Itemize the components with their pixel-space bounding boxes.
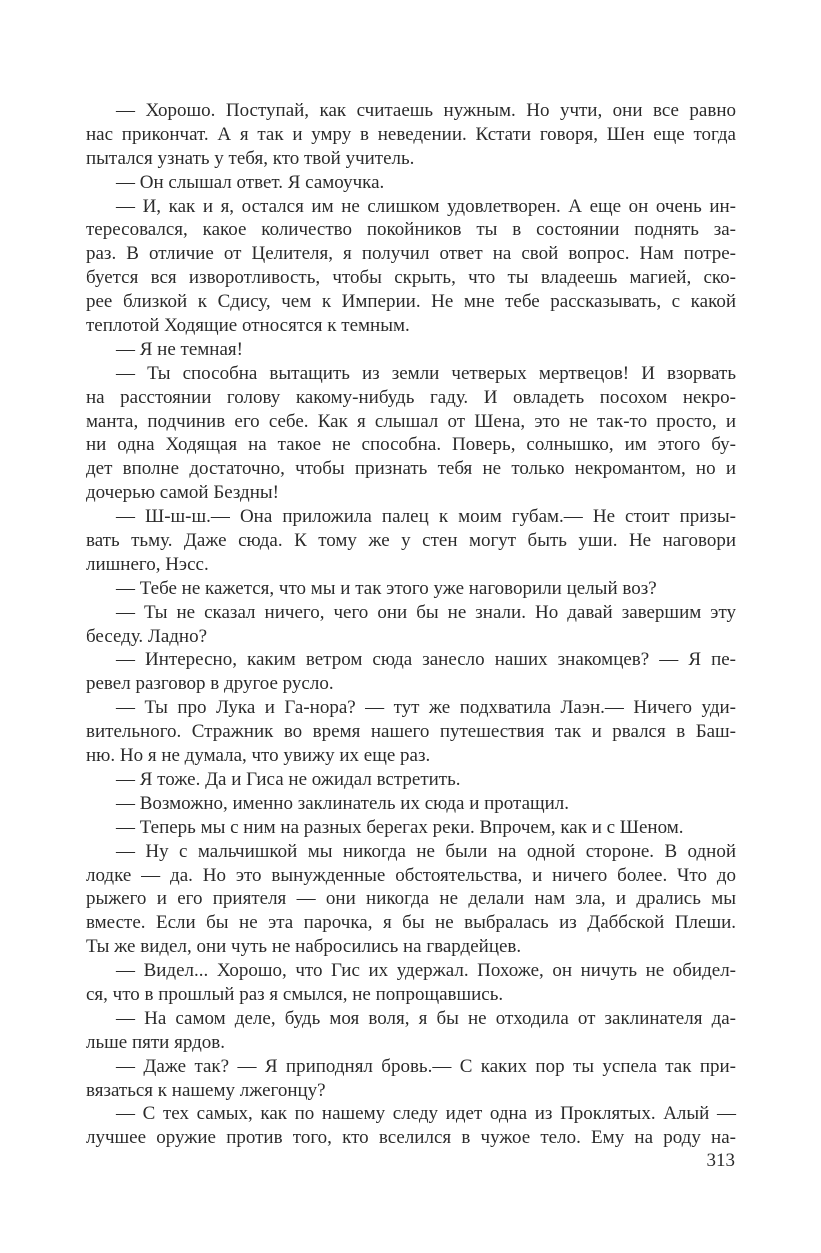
text-line: — Видел... Хорошо, что Гис их удержал. Похоже, он ничуть не обидел- [116, 960, 736, 982]
text-line: тересовался, какое количество покойников ты в состоянии поднять за- [86, 219, 736, 241]
page-number: 313 [706, 1150, 735, 1171]
text-line: дет вполне достаточно, чтобы признать тебя не только некромантом, но и [86, 458, 736, 480]
text-line: раз. В отличие от Целителя, я получил ответ на свой вопрос. Нам потре- [86, 243, 736, 265]
text-line: — Даже так? — Я приподнял бровь.— С каких пор ты успела так при- [116, 1055, 736, 1077]
text-line: дочерью самой Бездны! [86, 482, 279, 504]
text-line: вать тьму. Даже сюда. К тому же у стен могут быть уши. Не наговори [86, 530, 736, 552]
text-line: вязаться к нашему лжегонцу? [86, 1079, 326, 1101]
text-line: — И, как и я, остался им не слишком удовлетворен. А еще он очень ин- [116, 195, 736, 217]
text-line: — Тебе не кажется, что мы и так этого уже наговорили целый воз? [116, 577, 657, 599]
text-line: на расстоянии голову какому-нибудь гаду. И овладеть посохом некро- [86, 386, 736, 408]
text-line: — Ты способна вытащить из земли четверых мертвецов! И взорвать [116, 362, 736, 384]
text-line: рее близкой к Сдису, чем к Империи. Не мне тебе рассказывать, с какой [86, 291, 736, 313]
text-line: пытался узнать у тебя, кто твой учитель. [86, 147, 415, 169]
text-line: — Ты про Лука и Га-нора? — тут же подхватила Лаэн.— Ничего уди- [116, 697, 736, 719]
text-line: манта, подчинив его себе. Как я слышал от Шена, это не так-то просто, и [86, 410, 736, 432]
text-line: — Хорошо. Поступай, как считаешь нужным. Но учти, они все равно [116, 100, 736, 121]
text-line: лодке — да. Но это вынужденные обстоятельства, и ничего более. Что до [86, 864, 736, 886]
text-line: Ты же видел, они чуть не набросились на гвардейцев. [86, 936, 522, 958]
text-line: вместе. Если бы не эта парочка, я бы не выбралась из Даббской Плеши. [86, 912, 736, 934]
text-line: ни одна Ходящая на такое не способна. Поверь, солнышко, им этого бу- [86, 434, 736, 456]
text-line: — Ты не сказал ничего, чего они бы не знали. Но давай завершим эту [116, 601, 736, 623]
text-line: вительного. Стражник во время нашего путешествия так и рвался в Баш- [86, 721, 736, 743]
text-line: рыжего и его приятеля — они никогда не делали нам зла, и дрались мы [86, 888, 736, 910]
text-line: беседу. Ладно? [86, 625, 208, 647]
text-line: — Я тоже. Да и Гиса не ожидал встретить. [116, 768, 461, 790]
text-line: — Я не темная! [116, 338, 243, 360]
text-line: — Ш-ш-ш.— Она приложила палец к моим губам.— Не стоит призы- [116, 506, 736, 528]
text-line: — С тех самых, как по нашему следу идет одна из Проклятых. Алый — [116, 1103, 736, 1125]
text-line: — На самом деле, будь моя воля, я бы не отходила от заклинателя да- [116, 1007, 736, 1029]
text-line: лучшее оружие против того, кто вселился в чужое тело. Ему на роду на- [86, 1127, 736, 1149]
text-line: нас прикончат. А я так и умру в неведении. Кстати говоря, Шен еще тогда [86, 123, 736, 145]
text-line: — Теперь мы с ним на разных берегах реки. Впрочем, как и с Шеном. [116, 816, 684, 838]
text-line: ся, что в прошлый раз я смылся, не попрощавшись. [86, 983, 504, 1005]
text-line: буется вся изворотливость, чтобы скрыть, что ты владеешь магией, ско- [86, 267, 736, 289]
text-line: — Возможно, именно заклинатель их сюда и протащил. [116, 792, 570, 814]
text-line: льше пяти ярдов. [86, 1031, 225, 1053]
text-line: ревел разговор в другое русло. [86, 673, 334, 695]
text-line: ню. Но я не думала, что увижу их еще раз. [86, 745, 431, 767]
text-line: теплотой Ходящие относятся к темным. [86, 315, 410, 337]
text-line: лишнего, Нэсс. [86, 553, 209, 575]
body-text [86, 99, 736, 1150]
text-line: — Интересно, каким ветром сюда занесло наших знакомцев? — Я пе- [116, 649, 736, 671]
text-line: — Ну с мальчишкой мы никогда не были на одной стороне. В одной [116, 840, 736, 862]
text-line: — Он слышал ответ. Я самоучка. [116, 171, 385, 193]
